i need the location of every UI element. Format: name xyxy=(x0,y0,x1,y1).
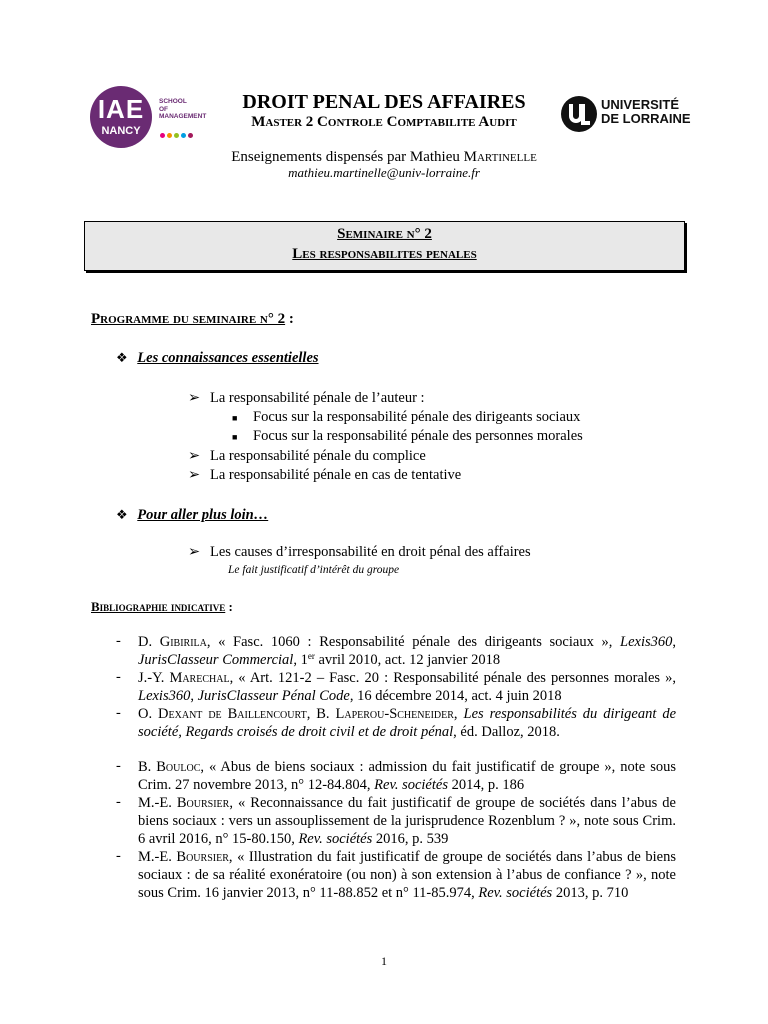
bibliography-entry: O. Dexant de Baillencourt, B. Laperou-Scheneider, Les responsabilités du dirigeant de société, Regards croisés de droit civil et de droit pénal, éd. Dalloz, 2018. xyxy=(138,706,677,740)
iae-logo-subtext: NANCY xyxy=(101,125,141,137)
teacher-line: Enseignements dispensés par Mathieu Martinelle xyxy=(231,149,537,165)
dash-bullet-icon: - xyxy=(116,758,121,774)
universite-lorraine-logo-icon xyxy=(561,96,597,132)
bibliography-entry: D. Gibirila, « Fasc. 1060 : Responsabilité pénale des dirigeants sociaux », Lexis360, JurisClasseur Commercial, 1er avril 2010, act. 12 janvier 2018 xyxy=(138,634,676,668)
teacher-email: mathieu.martinelle@univ-lorraine.fr xyxy=(288,165,480,180)
document-title: DROIT PENAL DES AFFAIRES xyxy=(242,91,526,113)
section-further: ❖ Pour aller plus loin… xyxy=(116,507,269,523)
diamond-bullet-icon: ❖ xyxy=(116,507,128,522)
page-number: 1 xyxy=(381,954,387,968)
diamond-bullet-icon: ❖ xyxy=(116,350,128,365)
arrow-bullet-icon: ➢ xyxy=(188,467,201,483)
teacher-name: Martinelle xyxy=(463,149,537,165)
bibliography-entry: J.-Y. Marechal, « Art. 121-2 – Fasc. 20 : Responsabilité pénale des personnes morales », Lexis360, JurisClasseur Pénal Code, 16 décembre 2014, act. 4 juin 2018 xyxy=(138,670,676,704)
list-item: ➢ La responsabilité pénale de l’auteur : xyxy=(188,390,425,406)
list-item: ➢ La responsabilité pénale du complice xyxy=(188,448,426,464)
dash-bullet-icon: - xyxy=(116,669,121,685)
square-bullet-icon: ■ xyxy=(232,413,238,423)
sub-list-item: ■ Focus sur la responsabilité pénale des personnes morales xyxy=(232,428,583,444)
dash-bullet-icon: - xyxy=(116,848,121,864)
iae-school-label: SCHOOL OF MANAGEMENT xyxy=(159,98,207,120)
square-bullet-icon: ■ xyxy=(232,432,238,442)
list-item: ➢ Les causes d’irresponsabilité en droit pénal des affaires xyxy=(188,544,531,560)
arrow-bullet-icon: ➢ xyxy=(188,390,201,406)
sub-list-item: ■ Focus sur la responsabilité pénale des dirigeants sociaux xyxy=(232,409,581,425)
dash-bullet-icon: - xyxy=(116,705,121,721)
arrow-bullet-icon: ➢ xyxy=(188,448,201,464)
programme-heading: Programme du seminaire n° 2 : xyxy=(91,311,294,327)
dash-bullet-icon: - xyxy=(116,794,121,810)
seminar-topic: Les responsabilites penales xyxy=(292,246,477,262)
document-subtitle: Master 2 Controle Comptabilite Audit xyxy=(251,114,517,130)
bibliography-entry: M.-E. Boursier, « Reconnaissance du fait justificatif de groupe de sociétés dans l’abus de biens sociaux : vers un assouplissement de la jurisprudence Rozenblum ? », note sous Crim. 6 avril 2016, n° 15-80.150, Rev. sociétés 2016, p. 539 xyxy=(138,795,676,847)
section-essentials: ❖ Les connaissances essentielles xyxy=(116,350,319,366)
list-item: ➢ La responsabilité pénale en cas de tentative xyxy=(188,467,462,483)
bibliography-entry: B. Bouloc, « Abus de biens sociaux : admission du fait justificatif de groupe », note sous Crim. 27 novembre 2013, n° 12-84.804, Rev. sociétés 2014, p. 186 xyxy=(138,759,676,793)
seminar-title-box xyxy=(84,221,685,271)
universite-lorraine-wordmark: UNIVERSITÉ DE LORRAINE xyxy=(601,97,691,126)
dash-bullet-icon: - xyxy=(116,633,121,649)
iae-logo-text: IAE xyxy=(97,94,145,124)
bibliography-heading: Bibliographie indicative : xyxy=(91,599,233,614)
list-item-note: Le fait justificatif d’intérêt du groupe xyxy=(228,564,400,576)
arrow-bullet-icon: ➢ xyxy=(188,544,201,560)
seminar-number: Seminaire n° 2 xyxy=(337,226,432,242)
bibliography-entry: M.-E. Boursier, « Illustration du fait justificatif de groupe de sociétés dans l’abus de biens sociaux : de sa réalité exonératoire (ou non) à son extension à l’abus de confiance ? », note sous Crim. 16 janvier 2013, n° 11-88.852 et n° 11-85.974, Rev. sociétés 2013, p. 710 xyxy=(138,849,676,901)
